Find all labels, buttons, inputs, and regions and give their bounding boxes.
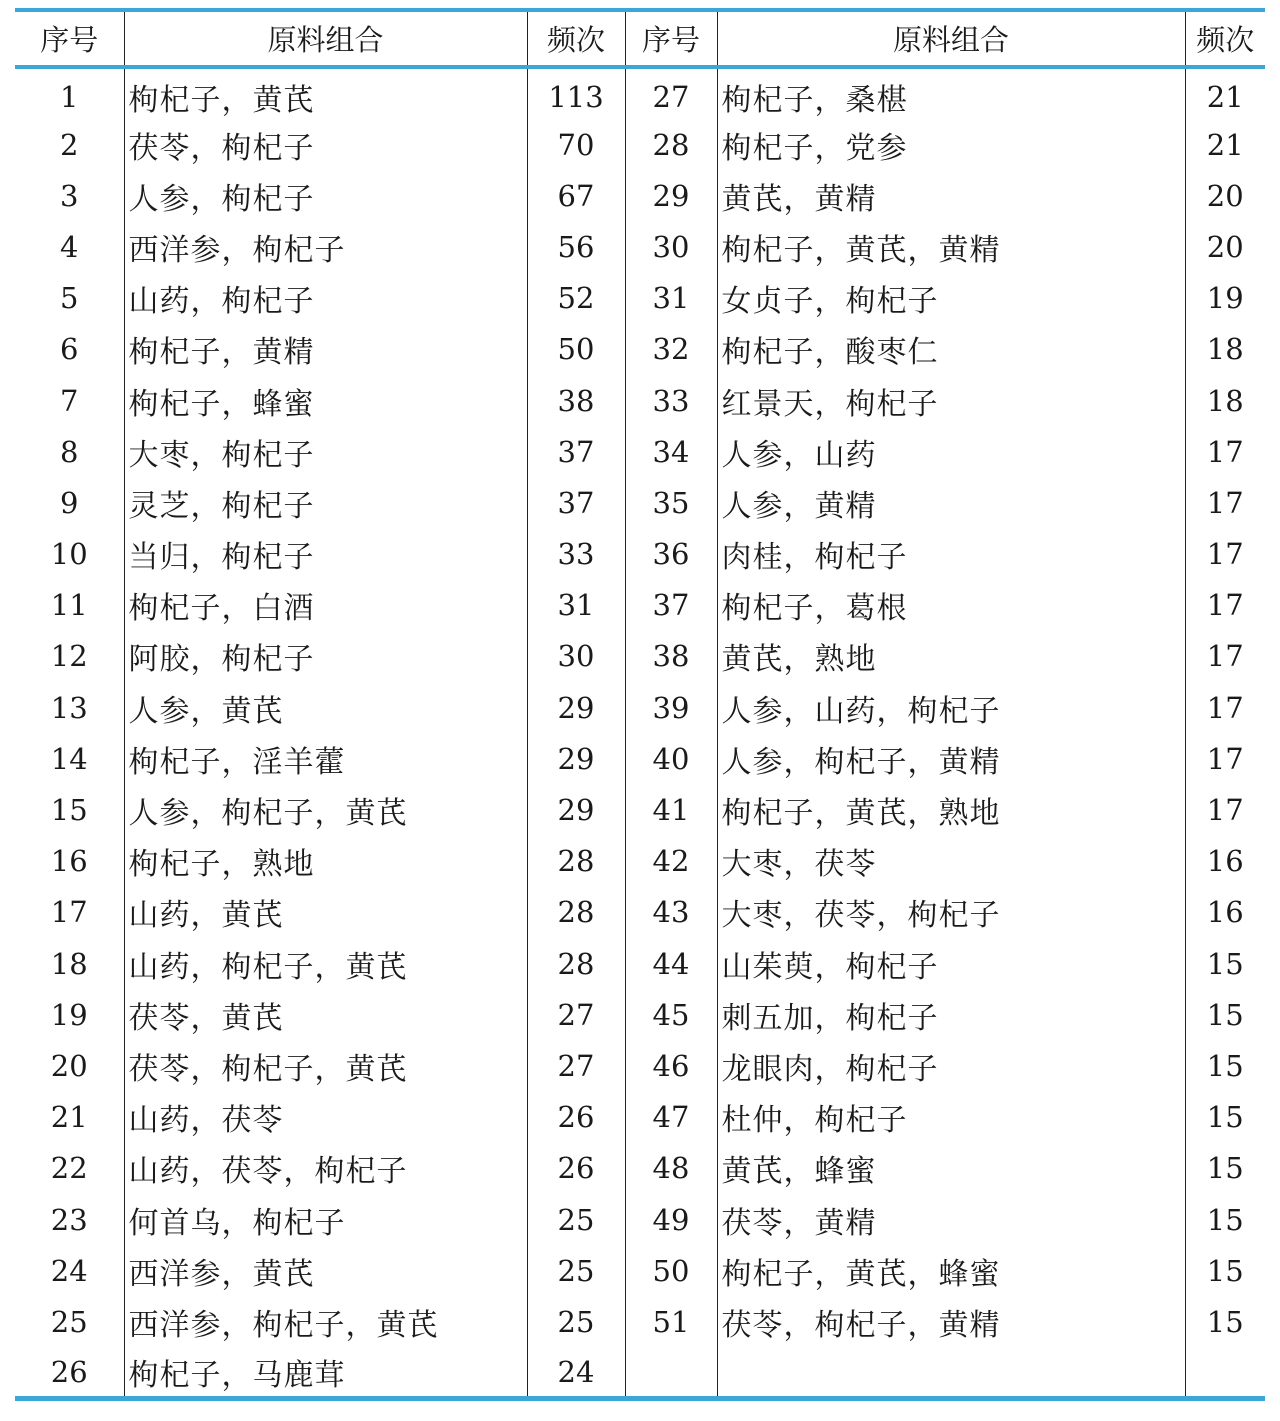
row-frequency-right: 17 <box>1206 741 1244 776</box>
row-index-left: 15 <box>15 784 124 835</box>
row-index-right <box>625 1348 717 1399</box>
row-index-left: 23 <box>15 1194 124 1245</box>
row-frequency-right: 15 <box>1206 1202 1244 1237</box>
row-index-right: 48 <box>625 1143 717 1194</box>
table-row <box>15 733 1265 784</box>
row-frequency-right: 17 <box>1206 485 1244 520</box>
table-row <box>15 119 1265 170</box>
row-frequency-right: 17 <box>1206 793 1244 828</box>
row-index-right: 31 <box>625 273 717 324</box>
row-combination-left: 枸杞子，蜂蜜 <box>124 375 527 426</box>
row-frequency-left: 37 <box>527 426 625 477</box>
row-combination-left: 西洋参，黄芪 <box>124 1245 527 1296</box>
row-frequency-right: 20 <box>1206 178 1244 213</box>
row-index-left: 10 <box>15 529 124 580</box>
row-combination-left: 山药，黄芪 <box>124 887 527 938</box>
row-frequency-left: 26 <box>527 1092 625 1143</box>
row-index-right: 36 <box>625 529 717 580</box>
row-combination-left: 枸杞子，黄芪 <box>124 67 527 119</box>
table-row <box>15 529 1265 580</box>
row-combination-right: 枸杞子，党参 <box>717 119 1185 170</box>
row-index-right: 34 <box>625 426 717 477</box>
row-index-left: 4 <box>15 221 124 272</box>
row-index-left: 1 <box>15 67 124 119</box>
row-index-left: 20 <box>15 1040 124 1091</box>
row-combination-right: 枸杞子，桑椹 <box>717 67 1185 119</box>
header-combination-left: 原料组合 <box>124 10 527 67</box>
row-combination-right: 刺五加，枸杞子 <box>717 989 1185 1040</box>
row-combination-right: 茯苓，黄精 <box>717 1194 1185 1245</box>
row-index-right: 39 <box>625 682 717 733</box>
row-combination-right: 人参，山药，枸杞子 <box>717 682 1185 733</box>
row-index-right: 41 <box>625 784 717 835</box>
row-index-left: 25 <box>15 1296 124 1347</box>
row-combination-right: 枸杞子，葛根 <box>717 580 1185 631</box>
row-frequency-left: 113 <box>527 67 625 119</box>
row-frequency-left: 30 <box>527 631 625 682</box>
row-combination-right: 红景天，枸杞子 <box>717 375 1185 426</box>
row-combination-left: 山药，枸杞子，黄芪 <box>124 938 527 989</box>
header-frequency-right: 频次 <box>1196 23 1255 57</box>
row-index-left: 12 <box>15 631 124 682</box>
row-frequency-left: 29 <box>527 733 625 784</box>
table-row <box>15 426 1265 477</box>
row-combination-left: 枸杞子，熟地 <box>124 836 527 887</box>
row-combination-right: 枸杞子，黄芪，蜂蜜 <box>717 1245 1185 1296</box>
row-frequency-left: 38 <box>527 375 625 426</box>
row-combination-right: 人参，山药 <box>717 426 1185 477</box>
table-row <box>15 1194 1265 1245</box>
row-frequency-left: 24 <box>527 1348 625 1399</box>
header-index-right: 序号 <box>625 10 717 67</box>
row-combination-left: 阿胶，枸杞子 <box>124 631 527 682</box>
row-frequency-left: 27 <box>527 989 625 1040</box>
table-row <box>15 170 1265 221</box>
row-index-right: 33 <box>625 375 717 426</box>
row-combination-left: 灵芝，枸杞子 <box>124 477 527 528</box>
row-frequency-right: 15 <box>1206 1048 1244 1083</box>
row-frequency-left: 33 <box>527 529 625 580</box>
row-index-left: 2 <box>15 119 124 170</box>
row-combination-right: 人参，黄精 <box>717 477 1185 528</box>
row-combination-right: 杜仲，枸杞子 <box>717 1092 1185 1143</box>
row-frequency-left: 28 <box>527 836 625 887</box>
row-frequency-left: 28 <box>527 938 625 989</box>
table-row <box>15 221 1265 272</box>
row-index-right: 37 <box>625 580 717 631</box>
table-row <box>15 1296 1265 1347</box>
table-header <box>15 10 1265 67</box>
row-index-left: 18 <box>15 938 124 989</box>
table-row <box>15 887 1265 938</box>
row-index-left: 6 <box>15 324 124 375</box>
row-frequency-right: 16 <box>1206 844 1244 879</box>
row-frequency-left: 25 <box>527 1194 625 1245</box>
row-combination-right: 肉桂，枸杞子 <box>717 529 1185 580</box>
row-frequency-right: 19 <box>1206 281 1244 316</box>
table-row <box>15 580 1265 631</box>
row-index-left: 11 <box>15 580 124 631</box>
row-index-left: 14 <box>15 733 124 784</box>
row-index-right: 40 <box>625 733 717 784</box>
row-index-left: 9 <box>15 477 124 528</box>
row-combination-right: 黄芪，熟地 <box>717 631 1185 682</box>
row-index-right: 43 <box>625 887 717 938</box>
row-frequency-right: 15 <box>1206 1151 1244 1186</box>
row-combination-right: 人参，枸杞子，黄精 <box>717 733 1185 784</box>
row-combination-right: 黄芪，蜂蜜 <box>717 1143 1185 1194</box>
row-frequency-right: 20 <box>1206 229 1244 264</box>
row-combination-right: 枸杞子，黄芪，黄精 <box>717 221 1185 272</box>
row-frequency-left: 25 <box>527 1296 625 1347</box>
row-index-right: 45 <box>625 989 717 1040</box>
row-frequency-right: 21 <box>1206 80 1244 114</box>
row-combination-right: 山茱萸，枸杞子 <box>717 938 1185 989</box>
row-frequency-right: 17 <box>1206 639 1244 674</box>
row-frequency-left: 50 <box>527 324 625 375</box>
table-row <box>15 682 1265 733</box>
table-row <box>15 938 1265 989</box>
row-index-right: 35 <box>625 477 717 528</box>
table-row <box>15 273 1265 324</box>
row-combination-right: 枸杞子，黄芪，熟地 <box>717 784 1185 835</box>
row-combination-left: 枸杞子，马鹿茸 <box>124 1348 527 1399</box>
row-index-left: 5 <box>15 273 124 324</box>
row-combination-left: 人参，枸杞子，黄芪 <box>124 784 527 835</box>
table-row <box>15 784 1265 835</box>
row-combination-left: 山药，茯苓 <box>124 1092 527 1143</box>
header-index-left: 序号 <box>15 10 124 67</box>
row-combination-left: 西洋参，枸杞子，黄芪 <box>124 1296 527 1347</box>
row-frequency-right: 15 <box>1206 997 1244 1032</box>
table-row <box>15 1092 1265 1143</box>
row-combination-right: 茯苓，枸杞子，黄精 <box>717 1296 1185 1347</box>
row-frequency-right: 15 <box>1206 1304 1244 1339</box>
row-combination-right: 女贞子，枸杞子 <box>717 273 1185 324</box>
row-combination-right: 枸杞子，酸枣仁 <box>717 324 1185 375</box>
table-row <box>15 375 1265 426</box>
row-index-right: 42 <box>625 836 717 887</box>
row-frequency-right: 16 <box>1206 895 1244 930</box>
row-index-right: 38 <box>625 631 717 682</box>
row-frequency-left: 31 <box>527 580 625 631</box>
row-index-right: 46 <box>625 1040 717 1091</box>
table-row <box>15 1143 1265 1194</box>
row-combination-left: 西洋参，枸杞子 <box>124 221 527 272</box>
row-combination-left: 山药，茯苓，枸杞子 <box>124 1143 527 1194</box>
row-index-right: 47 <box>625 1092 717 1143</box>
row-index-left: 16 <box>15 836 124 887</box>
row-frequency-left: 29 <box>527 682 625 733</box>
row-combination-right <box>717 1348 1185 1399</box>
row-frequency-left: 70 <box>527 119 625 170</box>
row-index-left: 26 <box>15 1348 124 1399</box>
row-index-left: 3 <box>15 170 124 221</box>
row-frequency-right: 18 <box>1206 332 1244 367</box>
row-index-right: 27 <box>625 67 717 119</box>
row-frequency-right: 21 <box>1206 127 1244 162</box>
row-index-right: 49 <box>625 1194 717 1245</box>
data-table <box>15 8 1265 1401</box>
row-combination-left: 何首乌，枸杞子 <box>124 1194 527 1245</box>
row-combination-right: 大枣，茯苓，枸杞子 <box>717 887 1185 938</box>
row-frequency-left: 27 <box>527 1040 625 1091</box>
row-combination-left: 茯苓，黄芪 <box>124 989 527 1040</box>
row-index-left: 13 <box>15 682 124 733</box>
row-index-left: 8 <box>15 426 124 477</box>
row-combination-left: 枸杞子，淫羊藿 <box>124 733 527 784</box>
row-combination-left: 当归，枸杞子 <box>124 529 527 580</box>
row-combination-left: 枸杞子，白酒 <box>124 580 527 631</box>
row-frequency-left: 56 <box>527 221 625 272</box>
row-index-left: 24 <box>15 1245 124 1296</box>
row-index-left: 7 <box>15 375 124 426</box>
table-row <box>15 631 1265 682</box>
row-frequency-right: 15 <box>1206 1100 1244 1135</box>
table-row <box>15 989 1265 1040</box>
row-combination-left: 枸杞子，黄精 <box>124 324 527 375</box>
table-row <box>15 1348 1265 1399</box>
row-frequency-right: 17 <box>1206 434 1244 469</box>
row-combination-left: 山药，枸杞子 <box>124 273 527 324</box>
table-row <box>15 477 1265 528</box>
table-row <box>15 67 1265 119</box>
header-combination-right: 原料组合 <box>717 10 1185 67</box>
row-frequency-right: 18 <box>1206 383 1244 418</box>
row-frequency-left: 52 <box>527 273 625 324</box>
row-frequency-left: 67 <box>527 170 625 221</box>
row-index-left: 22 <box>15 1143 124 1194</box>
row-combination-right: 龙眼肉，枸杞子 <box>717 1040 1185 1091</box>
table-row <box>15 324 1265 375</box>
row-index-left: 19 <box>15 989 124 1040</box>
row-index-left: 17 <box>15 887 124 938</box>
row-frequency-right: 15 <box>1206 1253 1244 1288</box>
row-index-right: 50 <box>625 1245 717 1296</box>
row-frequency-left: 28 <box>527 887 625 938</box>
combination-frequency-table <box>15 8 1265 1401</box>
row-index-right: 32 <box>625 324 717 375</box>
row-frequency-right: 17 <box>1206 537 1244 572</box>
row-frequency-right <box>1185 1348 1265 1399</box>
table-body <box>15 67 1265 1399</box>
table-row <box>15 1040 1265 1091</box>
row-frequency-right: 15 <box>1206 946 1244 981</box>
row-combination-left: 人参，黄芪 <box>124 682 527 733</box>
row-frequency-right: 17 <box>1206 690 1244 725</box>
row-index-right: 28 <box>625 119 717 170</box>
row-index-right: 51 <box>625 1296 717 1347</box>
row-frequency-left: 29 <box>527 784 625 835</box>
row-combination-left: 茯苓，枸杞子 <box>124 119 527 170</box>
table-row <box>15 836 1265 887</box>
row-frequency-left: 26 <box>527 1143 625 1194</box>
row-index-left: 21 <box>15 1092 124 1143</box>
row-index-right: 44 <box>625 938 717 989</box>
row-index-right: 29 <box>625 170 717 221</box>
row-combination-right: 大枣，茯苓 <box>717 836 1185 887</box>
table-row <box>15 1245 1265 1296</box>
row-frequency-left: 25 <box>527 1245 625 1296</box>
row-combination-left: 大枣，枸杞子 <box>124 426 527 477</box>
row-combination-right: 黄芪，黄精 <box>717 170 1185 221</box>
row-frequency-right: 17 <box>1206 588 1244 623</box>
row-index-right: 30 <box>625 221 717 272</box>
row-frequency-left: 37 <box>527 477 625 528</box>
row-combination-left: 人参，枸杞子 <box>124 170 527 221</box>
row-combination-left: 茯苓，枸杞子，黄芪 <box>124 1040 527 1091</box>
header-frequency-left: 频次 <box>527 10 625 67</box>
